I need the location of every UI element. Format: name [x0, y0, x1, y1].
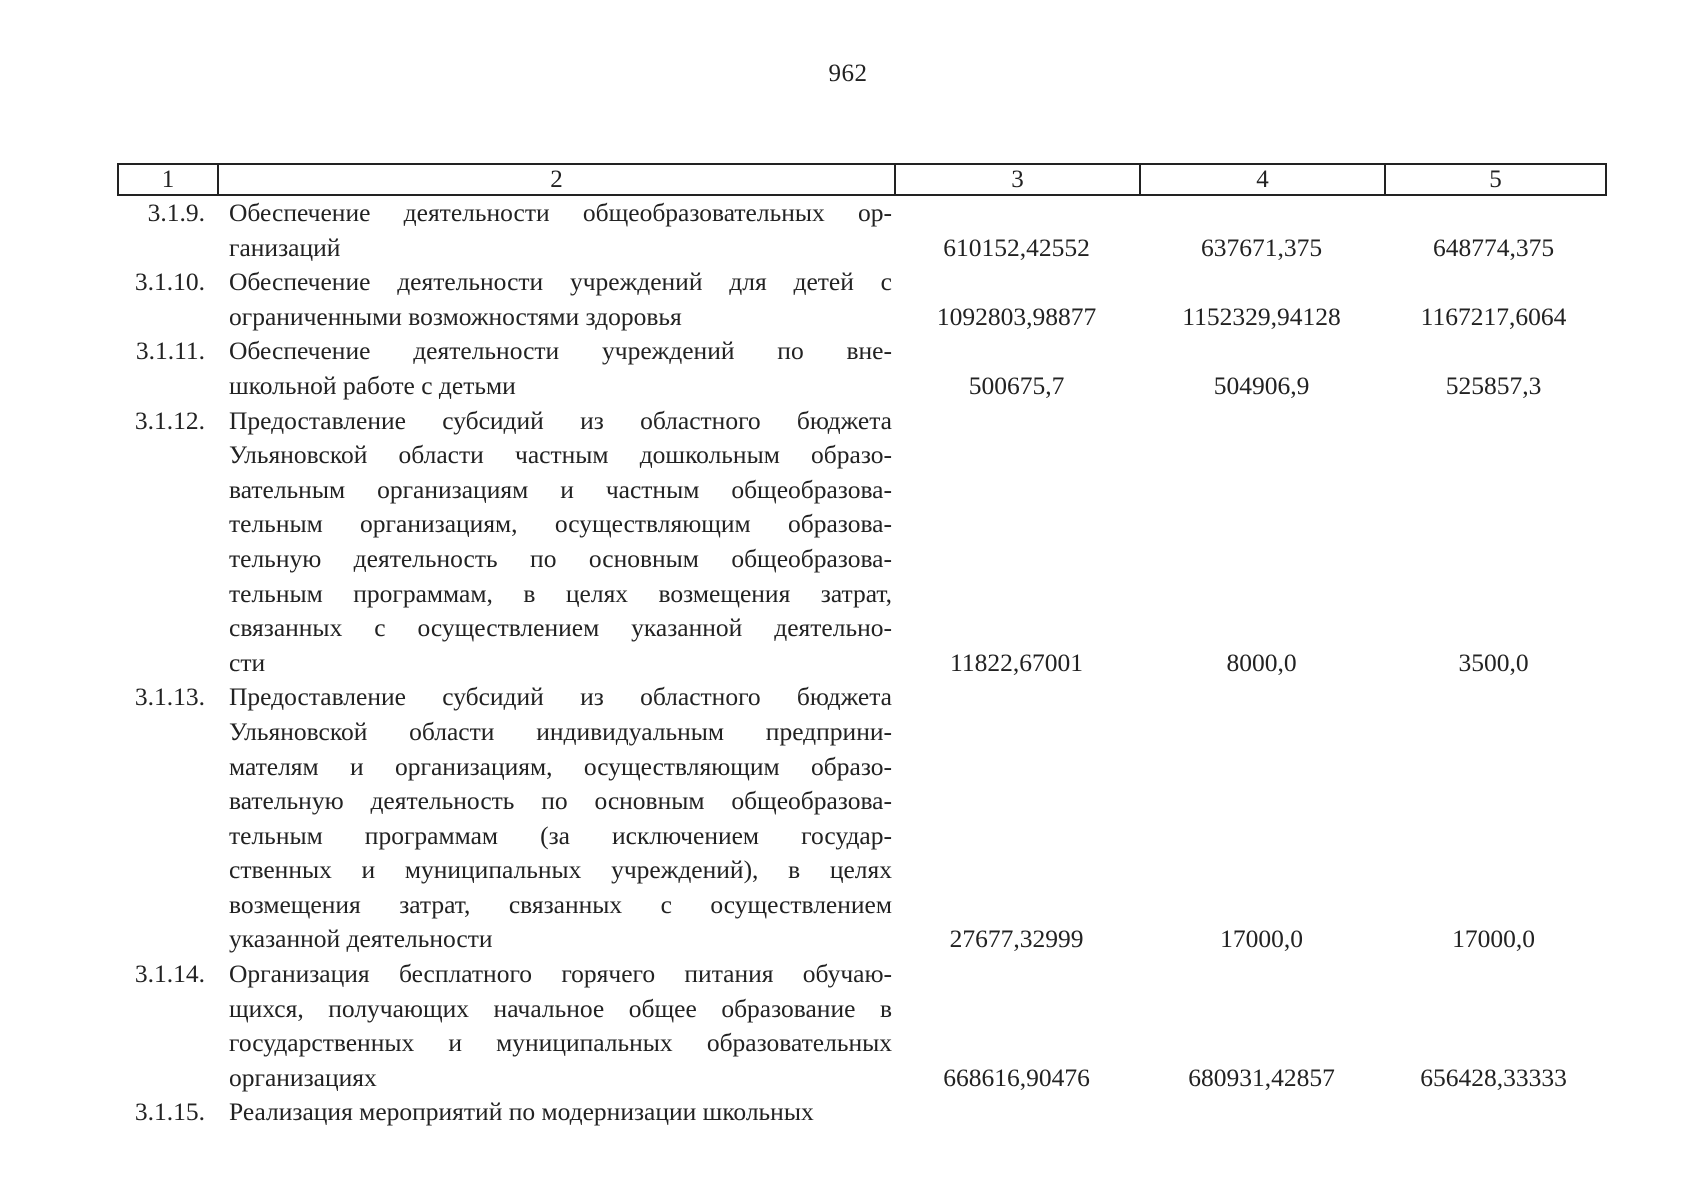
table-row [117, 404, 1607, 681]
row-description [217, 334, 894, 403]
row-description [217, 1095, 894, 1130]
row-description [217, 957, 894, 1095]
description-line: Предоставление субсидий из областного бюджета [229, 405, 892, 435]
page-number: 962 [828, 60, 868, 87]
row-description [217, 404, 894, 681]
column-header-4: 4 [1141, 165, 1386, 194]
description-line: Предоставление субсидий из областного бюджета [229, 682, 892, 712]
description-line: тельным организациям, осуществляющим образова- [229, 509, 892, 539]
value-column-5: 648774,375 [1432, 232, 1555, 262]
value-column-5: 525857,3 [1445, 370, 1542, 400]
description-line: ственных и муниципальных учреждений), в целях [229, 855, 892, 885]
column-header-3: 3 [896, 165, 1141, 194]
value-column-3: 668616,90476 [943, 1062, 1090, 1092]
description-line: Ульяновской области индивидуальным предприни- [229, 716, 892, 746]
table-row [117, 957, 1607, 1095]
row-number: 3.1.10. [134, 267, 205, 297]
column-header-2: 2 [219, 165, 896, 194]
description-line: Ульяновской области частным дошкольным образо- [229, 440, 892, 470]
table-row [117, 265, 1607, 334]
description-line: тельным программам (за исключением государ- [229, 820, 892, 850]
description-line: указанной деятельности [229, 924, 493, 954]
column-header-5: 5 [1489, 165, 1502, 193]
column-header-1: 1 [119, 165, 219, 194]
row-number: 3.1.14. [134, 959, 205, 989]
value-column-5: 656428,33333 [1420, 1062, 1567, 1092]
row-description [217, 265, 894, 334]
description-line: мателям и организациям, осуществляющим образо- [229, 751, 892, 781]
row-number: 3.1.11. [135, 336, 205, 366]
row-number: 3.1.13. [134, 682, 205, 712]
description-line: возмещения затрат, связанных с осуществлением [229, 889, 892, 919]
description-line: ограниченными возможностями здоровья [229, 301, 682, 331]
row-description [217, 196, 894, 265]
description-line: школьной работе с детьми [229, 370, 516, 400]
table-body [117, 196, 1607, 1130]
description-line: связанных с осуществлением указанной деятельно- [229, 613, 892, 643]
row-number: 3.1.12. [134, 405, 205, 435]
value-column-4: 8000,0 [1226, 647, 1297, 677]
description-line: Реализация мероприятий по модернизации школьных [229, 1097, 814, 1127]
table-row [117, 196, 1607, 265]
table-row [117, 680, 1607, 957]
value-column-5: 17000,0 [1452, 924, 1535, 954]
row-description [217, 680, 894, 957]
description-line: тельным программам, в целях возмещения затрат, [229, 578, 892, 608]
description-line: Обеспечение деятельности учреждений для детей с [229, 267, 892, 297]
description-line: Обеспечение деятельности учреждений по вне- [229, 336, 892, 366]
description-line: вательным организациям и частным общеобразова- [229, 474, 892, 504]
value-column-4: 680931,42857 [1188, 1062, 1335, 1092]
row-number: 3.1.15. [134, 1097, 205, 1127]
description-line: Организация бесплатного горячего питания обучаю- [229, 959, 892, 989]
value-column-3: 27677,32999 [949, 924, 1084, 954]
table-row [117, 1095, 1607, 1130]
row-number: 3.1.9. [147, 198, 205, 227]
value-column-5: 1167217,6064 [1420, 301, 1567, 331]
value-column-4: 1152329,94128 [1182, 301, 1341, 331]
description-line: организациях [229, 1062, 377, 1092]
description-line: Обеспечение деятельности общеобразовательных ор- [229, 198, 892, 227]
value-column-3: 500675,7 [968, 370, 1065, 400]
value-column-4: 17000,0 [1220, 924, 1303, 954]
value-column-3: 1092803,98877 [936, 301, 1097, 331]
value-column-4: 504906,9 [1213, 370, 1310, 400]
table-row [117, 334, 1607, 403]
description-line: государственных и муниципальных образовательных [229, 1028, 892, 1058]
description-line: тельную деятельность по основным общеобразова- [229, 543, 892, 573]
description-line: сти [229, 647, 266, 677]
description-line: щихся, получающих начальное общее образование в [229, 993, 892, 1023]
value-column-5: 3500,0 [1458, 647, 1529, 677]
description-line: вательную деятельность по основным общеобразова- [229, 786, 892, 816]
value-column-3: 11822,67001 [950, 647, 1083, 677]
value-column-4: 637671,375 [1200, 232, 1323, 262]
description-line: ганизаций [229, 232, 341, 262]
table-header-row [117, 163, 1607, 196]
value-column-3: 610152,42552 [943, 232, 1090, 262]
